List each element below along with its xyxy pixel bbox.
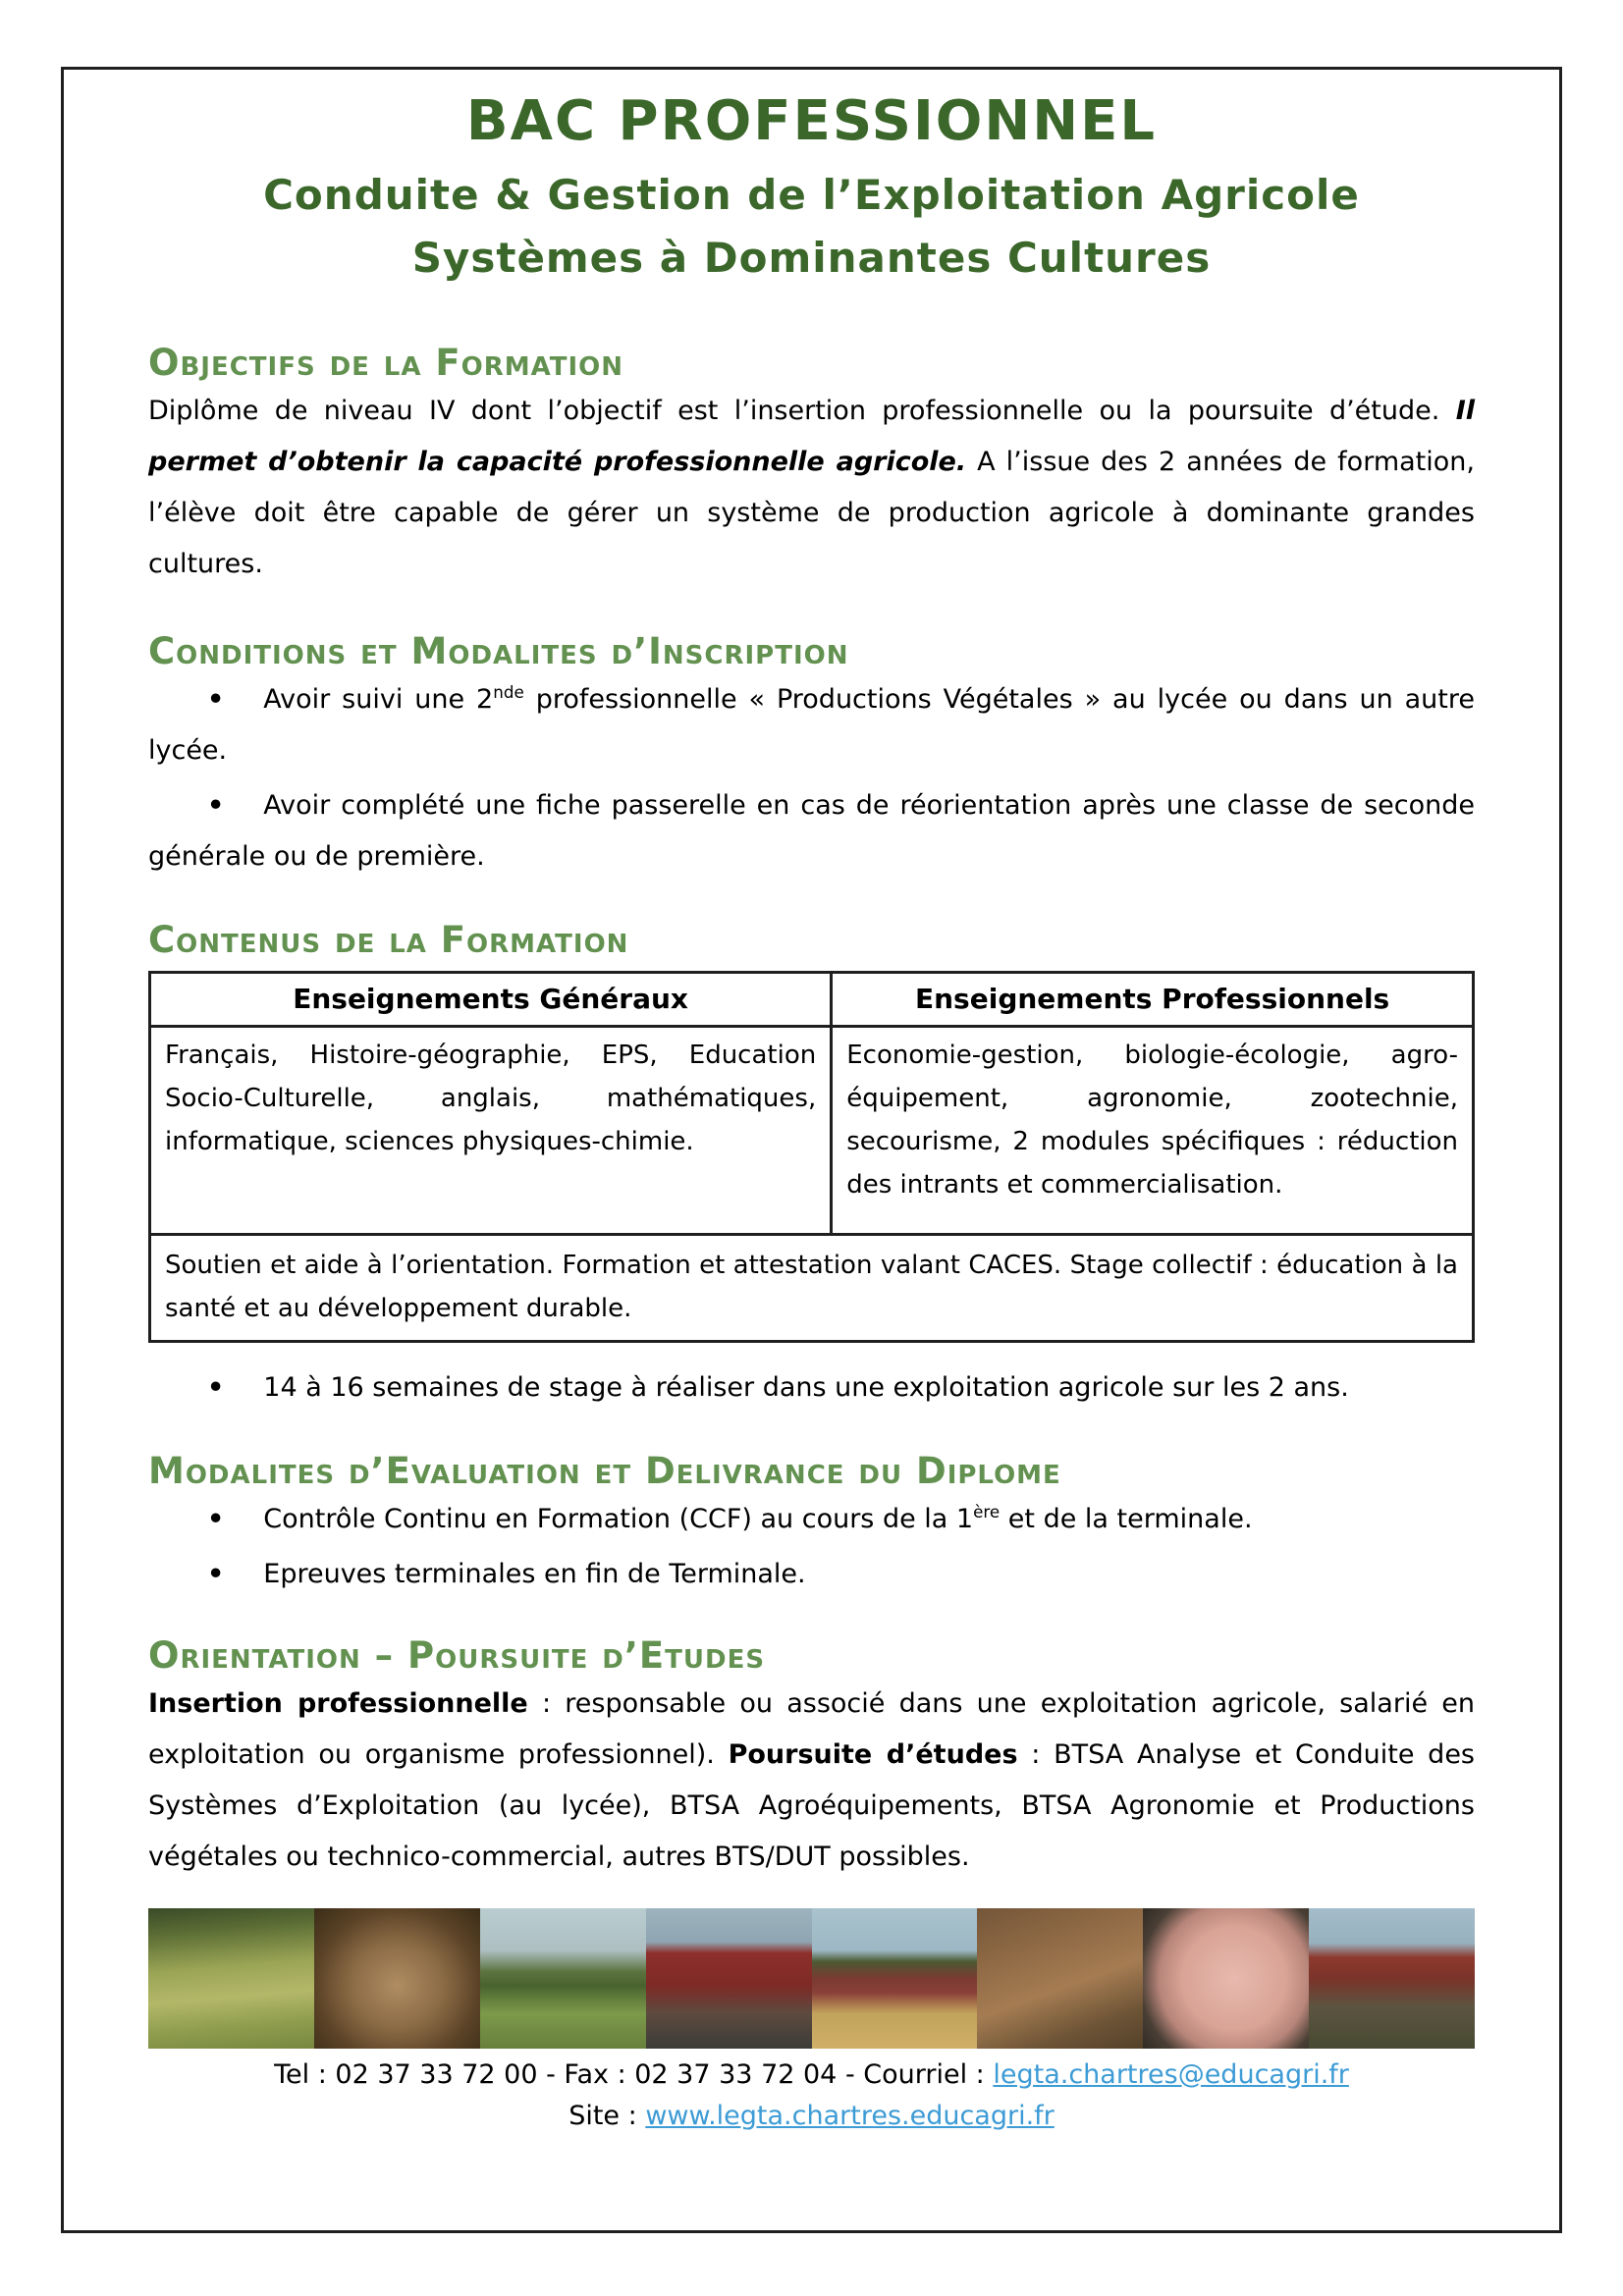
- modalites-bullet-2: [148, 1549, 1475, 1600]
- superscript-nde: nde: [493, 682, 524, 702]
- objectifs-emphasis: Il permet d’obtenir la capacité professionnelle agricole.: [148, 396, 1475, 477]
- column-header-general: Enseignements Généraux: [150, 973, 832, 1027]
- combine-harvester-photo: [812, 1908, 978, 2049]
- modalites-bullet-1: [148, 1494, 1475, 1545]
- page-title: BAC PROFESSIONNEL: [465, 89, 1158, 153]
- wheat-field-photo: [148, 1908, 314, 2049]
- orientation-bold-insertion: Insertion professionnelle: [148, 1688, 528, 1719]
- pig-photo: [1143, 1908, 1309, 2049]
- orientation-paragraph: [148, 1679, 1475, 1883]
- page-border-frame: [61, 67, 1562, 2233]
- conditions-bullet-2: [148, 780, 1475, 882]
- objectifs-text-2: A l’issue des 2 années de formation, l’élève doit être capable de gérer un système de production agricole à dominante grandes cultures.: [148, 447, 1475, 579]
- objectifs-text-1: Diplôme de niveau IV dont l’objectif est l’insertion professionnelle ou la poursuite d’étude.: [148, 396, 1456, 426]
- modalites-bullet-1-text: Contrôle Continu en Formation (CCF) au cours de la 1: [263, 1504, 974, 1534]
- modalites-bullet-1-text-end: et de la terminale.: [1000, 1504, 1253, 1534]
- heading-objectifs: Objectifs de la Formation: [148, 342, 624, 384]
- formation-table: [148, 971, 1475, 1343]
- heading-contenus: Contenus de la Formation: [148, 919, 629, 961]
- superscript-ere: ère: [973, 1502, 1001, 1522]
- website-link[interactable]: www.legta.chartres.educagri.fr: [645, 2101, 1055, 2131]
- photo-strip: [148, 1908, 1475, 2049]
- orientation-bold-poursuite: Poursuite d’études: [728, 1739, 1018, 1770]
- footer-line-1: [148, 2055, 1475, 2096]
- footer-contact-text: Tel : 02 37 33 72 00 - Fax : 02 37 33 72 04 - Courriel :: [274, 2059, 994, 2090]
- bullet-icon: •: [207, 1504, 225, 1534]
- cell-enseignements-generaux: Français, Histoire-géographie, EPS, Education Socio-Culturelle, anglais, mathématiques, informatique, sciences physiques-chimie.: [150, 1027, 832, 1235]
- orientation-text-2: : BTSA Analyse et Conduite des Systèmes d’Exploitation (au lycée), BTSA Agroéquipements, BTSA Agronomie et Productions végétales ou technico-commercial, autres BTS/DUT possibles.: [148, 1739, 1475, 1872]
- modalites-bullet-2-text: Epreuves terminales en fin de Terminale.: [263, 1559, 806, 1589]
- tractor-ploughing-photo: [1309, 1908, 1475, 2049]
- heading-orientation: Orientation – Poursuite d’Etudes: [148, 1634, 766, 1677]
- footer: [148, 2055, 1475, 2137]
- heading-modalites: Modalites d’Evaluation et Delivrance du Diplome: [148, 1450, 1061, 1492]
- stage-bullet: [148, 1362, 1475, 1414]
- email-link[interactable]: legta.chartres@educagri.fr: [993, 2059, 1349, 2090]
- conditions-bullet-2-text: Avoir complété une fiche passerelle en cas de réorientation après une classe de seconde générale ou de première.: [148, 790, 1475, 872]
- footer-line-2: [148, 2096, 1475, 2137]
- farm-aerial-view-photo: [977, 1908, 1143, 2049]
- table-footer-row: [150, 1235, 1474, 1342]
- bullet-icon: •: [207, 1372, 225, 1403]
- cell-enseignements-professionnels: Economie-gestion, biologie-écologie, agro-équipement, agronomie, zootechnie, secourisme, 2 modules spécifiques : réduction des intrants et commercialisation.: [832, 1027, 1474, 1235]
- green-field-trees-photo: [480, 1908, 646, 2049]
- bullet-icon: •: [207, 684, 225, 715]
- cow-photo: [314, 1908, 480, 2049]
- conditions-bullet-1: [148, 674, 1475, 776]
- red-tractor-people-photo: [646, 1908, 812, 2049]
- orientation-text-1: : responsable ou associé dans une exploitation agricole, salarié en exploitation ou organisme professionnel).: [148, 1688, 1476, 1770]
- bullet-icon: •: [207, 790, 225, 821]
- bullet-icon: •: [207, 1559, 225, 1589]
- cell-soutien-orientation: Soutien et aide à l’orientation. Formation et attestation valant CACES. Stage collectif : éducation à la santé et au développement durable.: [150, 1235, 1474, 1342]
- footer-site-text: Site :: [568, 2101, 646, 2131]
- subtitle-line-2: Systèmes à Dominantes Cultures: [411, 234, 1212, 282]
- stage-bullet-text: 14 à 16 semaines de stage à réaliser dans une exploitation agricole sur les 2 ans.: [263, 1372, 1349, 1403]
- document-content: [64, 70, 1559, 2137]
- table-body-row: [150, 1027, 1474, 1235]
- heading-conditions: Conditions et Modalites d’Inscription: [148, 630, 849, 672]
- objectifs-paragraph: [148, 386, 1475, 590]
- conditions-bullet-1-text-end: professionnelle « Productions Végétales » au lycée ou dans un autre lycée.: [148, 684, 1475, 766]
- subtitle-line-1: Conduite & Gestion de l’Exploitation Agricole: [263, 171, 1360, 219]
- table-header-row: [150, 973, 1474, 1027]
- conditions-bullet-1-text: Avoir suivi une 2: [263, 684, 494, 715]
- column-header-professionnel: Enseignements Professionnels: [832, 973, 1474, 1027]
- page-subtitle: [148, 164, 1475, 290]
